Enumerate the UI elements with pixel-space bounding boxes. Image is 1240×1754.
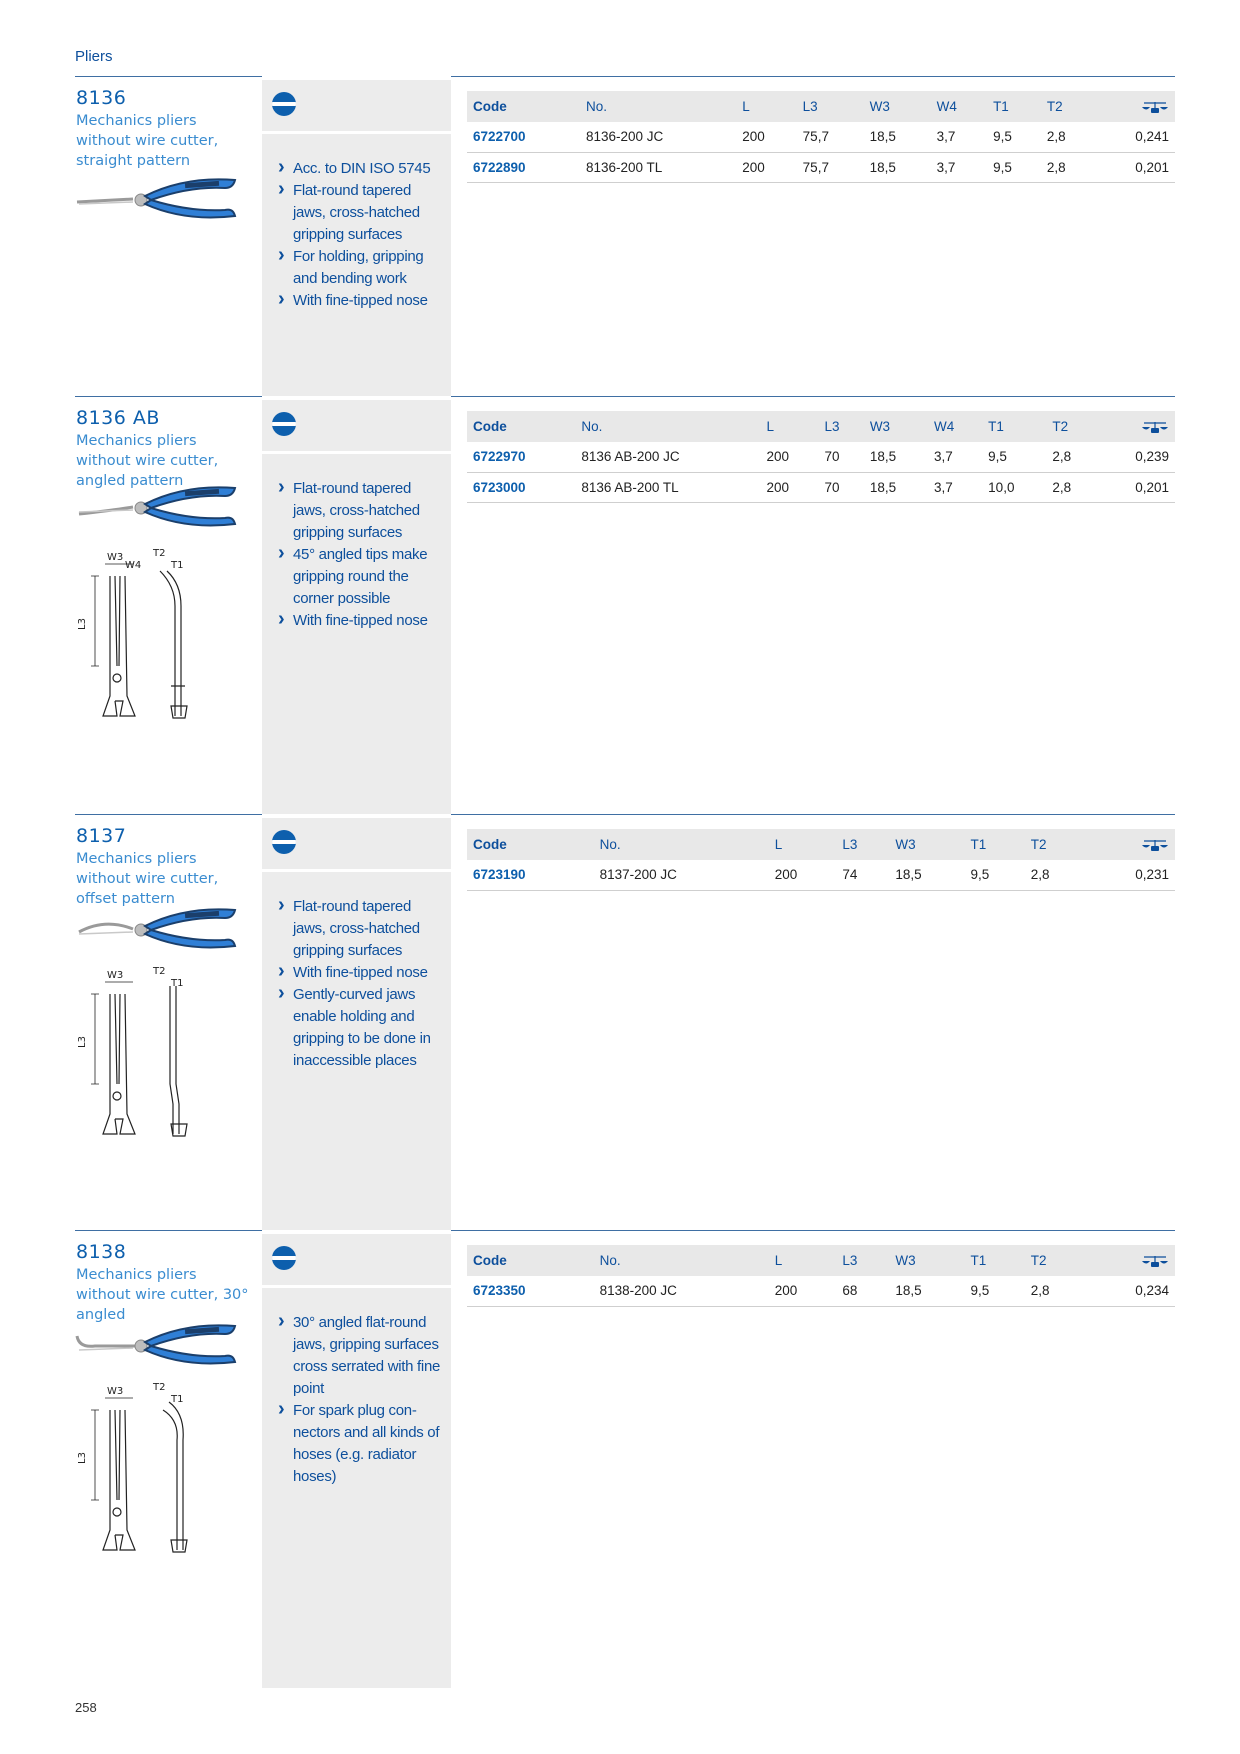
dimension-label-w3: W3	[107, 1386, 124, 1397]
column-header: T2	[1041, 91, 1095, 122]
table-cell: 9,5	[964, 860, 1024, 890]
feature-item: › With fine-tipped nose	[277, 290, 447, 312]
spec-table	[467, 829, 1175, 891]
table-cell: 9,5	[987, 152, 1041, 182]
feature-item: › With fine-tipped nose	[277, 610, 447, 632]
product-description: Mechanics pliers without wire cutter, angled pattern	[76, 433, 219, 489]
table-cell: 200	[736, 122, 796, 152]
feature-separator	[262, 131, 451, 134]
column-gap	[262, 1230, 451, 1234]
column-header: T2	[1025, 829, 1085, 860]
feature-separator	[262, 451, 451, 454]
column-header: L	[736, 91, 796, 122]
table-cell: 3,7	[931, 122, 987, 152]
table-row	[467, 472, 1175, 502]
table-cell: 75,7	[797, 122, 864, 152]
spec-table	[467, 91, 1175, 183]
dimension-label-l3: L3	[77, 1452, 88, 1464]
product-section	[75, 76, 1175, 396]
section-divider	[75, 1230, 1175, 1231]
article-code: 6723000	[467, 472, 575, 502]
column-header: T1	[987, 91, 1041, 122]
table-cell: 9,5	[987, 122, 1041, 152]
article-code: 6722970	[467, 442, 575, 472]
column-header: W3	[889, 829, 964, 860]
column-gap	[262, 814, 451, 818]
table-cell: 2,8	[1046, 442, 1098, 472]
column-header: W3	[864, 411, 928, 442]
weight-icon	[1095, 91, 1175, 122]
table-cell: 200	[761, 472, 819, 502]
feature-list	[277, 158, 447, 312]
column-header: T1	[982, 411, 1046, 442]
column-gap	[262, 76, 451, 80]
column-header: Code	[467, 829, 594, 860]
table-cell: 70	[818, 472, 863, 502]
table-cell: 0,201	[1095, 152, 1175, 182]
product-number: 8137	[76, 825, 127, 847]
table-cell: 18,5	[889, 1276, 964, 1306]
article-code: 6723190	[467, 860, 594, 890]
column-header: T2	[1046, 411, 1098, 442]
table-cell: 8136 AB-200 TL	[575, 472, 760, 502]
column-header: L3	[797, 91, 864, 122]
table-cell: 8136-200 JC	[580, 122, 736, 152]
table-header-row	[467, 829, 1175, 860]
dimension-label-t1: T1	[171, 560, 184, 571]
pliers-photo	[75, 172, 250, 228]
table-row	[467, 1276, 1175, 1306]
table-row	[467, 860, 1175, 890]
table-cell: 9,5	[982, 442, 1046, 472]
dimension-label-l3: L3	[77, 1036, 88, 1048]
table-cell: 0,231	[1085, 860, 1175, 890]
column-header: Code	[467, 91, 580, 122]
table-cell: 2,8	[1025, 860, 1085, 890]
column-gap	[262, 396, 451, 400]
column-header: No.	[594, 829, 769, 860]
table-cell: 8138-200 JC	[594, 1276, 769, 1306]
weight-icon	[1085, 1245, 1175, 1276]
column-header: L	[769, 1245, 837, 1276]
table-cell: 200	[736, 152, 796, 182]
weight-icon	[1098, 411, 1175, 442]
table-cell: 2,8	[1046, 472, 1098, 502]
product-description: Mechanics pliers without wire cutter, 30° angled	[76, 1267, 249, 1323]
table-row	[467, 152, 1175, 182]
dimension-label-w4: W4	[125, 560, 142, 571]
table-cell: 75,7	[797, 152, 864, 182]
article-code: 6722890	[467, 152, 580, 182]
technical-drawing	[75, 546, 250, 741]
article-code: 6723350	[467, 1276, 594, 1306]
spec-table	[467, 1245, 1175, 1307]
feature-separator	[262, 869, 451, 872]
dimension-label-t2: T2	[153, 1382, 166, 1393]
table-cell: 8137-200 JC	[594, 860, 769, 890]
dimension-label-l3: L3	[77, 618, 88, 630]
feature-item: › Flat-round tapered jaws, cross-hatched gripping surfaces	[277, 896, 447, 962]
jaw-profile-icon	[272, 412, 296, 436]
feature-item: › 30° angled flat-round jaws, gripping surfaces cross serrated with fine point	[277, 1312, 447, 1400]
feature-item: › Acc. to DIN ISO 5745	[277, 158, 447, 180]
column-header: L	[761, 411, 819, 442]
column-header: W4	[931, 91, 987, 122]
table-cell: 68	[836, 1276, 889, 1306]
table-cell: 200	[769, 1276, 837, 1306]
feature-list	[277, 478, 447, 632]
product-section	[75, 396, 1175, 814]
column-header: L3	[836, 1245, 889, 1276]
feature-separator	[262, 1285, 451, 1288]
weight-icon	[1085, 829, 1175, 860]
table-cell: 18,5	[864, 152, 931, 182]
page-header: Pliers	[75, 48, 113, 65]
column-header: No.	[580, 91, 736, 122]
product-number: 8138	[76, 1241, 127, 1263]
section-divider	[75, 814, 1175, 815]
table-cell: 3,7	[928, 442, 982, 472]
article-code: 6722700	[467, 122, 580, 152]
column-header: T1	[964, 1245, 1024, 1276]
feature-item: › 45° angled tips make gripping round the corner possible	[277, 544, 447, 610]
feature-item: › Flat-round tapered jaws, cross-hatched gripping surfaces	[277, 180, 447, 246]
column-header: W3	[889, 1245, 964, 1276]
pliers-photo	[75, 480, 250, 536]
table-cell: 3,7	[928, 472, 982, 502]
table-cell: 2,8	[1041, 152, 1095, 182]
table-cell: 8136-200 TL	[580, 152, 736, 182]
product-description: Mechanics pliers without wire cutter, offset pattern	[76, 851, 219, 907]
product-section	[75, 1230, 1175, 1690]
dimension-label-t1: T1	[171, 1394, 184, 1405]
dimension-label-w3: W3	[107, 970, 124, 981]
table-cell: 3,7	[931, 152, 987, 182]
table-cell: 18,5	[864, 122, 931, 152]
table-cell: 18,5	[864, 472, 928, 502]
table-cell: 2,8	[1025, 1276, 1085, 1306]
technical-drawing	[75, 964, 250, 1159]
feature-item: › Gently-curved jaws enable holding and gripping to be done in inaccessible places	[277, 984, 447, 1072]
spec-table	[467, 411, 1175, 503]
feature-item: › For spark plug con-nectors and all kinds of hoses (e.g. radiator hoses)	[277, 1400, 447, 1488]
jaw-profile-icon	[272, 92, 296, 116]
column-header: No.	[575, 411, 760, 442]
table-cell: 0,201	[1098, 472, 1175, 502]
column-header: L3	[818, 411, 863, 442]
feature-item: › With fine-tipped nose	[277, 962, 447, 984]
table-header-row	[467, 411, 1175, 442]
dimension-label-t1: T1	[171, 978, 184, 989]
column-header: L	[769, 829, 837, 860]
column-header: T1	[964, 829, 1024, 860]
table-row	[467, 442, 1175, 472]
table-cell: 200	[761, 442, 819, 472]
dimension-label-t2: T2	[153, 966, 166, 977]
table-cell: 2,8	[1041, 122, 1095, 152]
section-divider	[75, 76, 1175, 77]
pliers-photo	[75, 1318, 250, 1374]
feature-item: › For holding, gripping and bending work	[277, 246, 447, 290]
product-number: 8136 AB	[76, 407, 160, 429]
technical-drawing	[75, 1380, 250, 1575]
table-cell: 18,5	[889, 860, 964, 890]
section-divider	[75, 396, 1175, 397]
dimension-label-w3: W3	[107, 552, 124, 563]
table-cell: 0,239	[1098, 442, 1175, 472]
column-header: W4	[928, 411, 982, 442]
table-row	[467, 122, 1175, 152]
feature-list	[277, 1312, 447, 1488]
table-cell: 74	[836, 860, 889, 890]
table-cell: 0,234	[1085, 1276, 1175, 1306]
table-cell: 8136 AB-200 JC	[575, 442, 760, 472]
table-cell: 200	[769, 860, 837, 890]
column-header: L3	[836, 829, 889, 860]
column-header: W3	[864, 91, 931, 122]
product-description: Mechanics pliers without wire cutter, straight pattern	[76, 113, 219, 169]
page-number: 258	[75, 1700, 97, 1715]
table-header-row	[467, 1245, 1175, 1276]
table-cell: 9,5	[964, 1276, 1024, 1306]
column-header: Code	[467, 1245, 594, 1276]
table-header-row	[467, 91, 1175, 122]
column-header: Code	[467, 411, 575, 442]
pliers-photo	[75, 902, 250, 958]
feature-item: › Flat-round tapered jaws, cross-hatched gripping surfaces	[277, 478, 447, 544]
table-cell: 18,5	[864, 442, 928, 472]
table-cell: 10,0	[982, 472, 1046, 502]
product-section	[75, 814, 1175, 1230]
table-cell: 0,241	[1095, 122, 1175, 152]
jaw-profile-icon	[272, 830, 296, 854]
product-number: 8136	[76, 87, 127, 109]
table-cell: 70	[818, 442, 863, 472]
jaw-profile-icon	[272, 1246, 296, 1270]
column-header: T2	[1025, 1245, 1085, 1276]
column-header: No.	[594, 1245, 769, 1276]
feature-list	[277, 896, 447, 1072]
dimension-label-t2: T2	[153, 548, 166, 559]
